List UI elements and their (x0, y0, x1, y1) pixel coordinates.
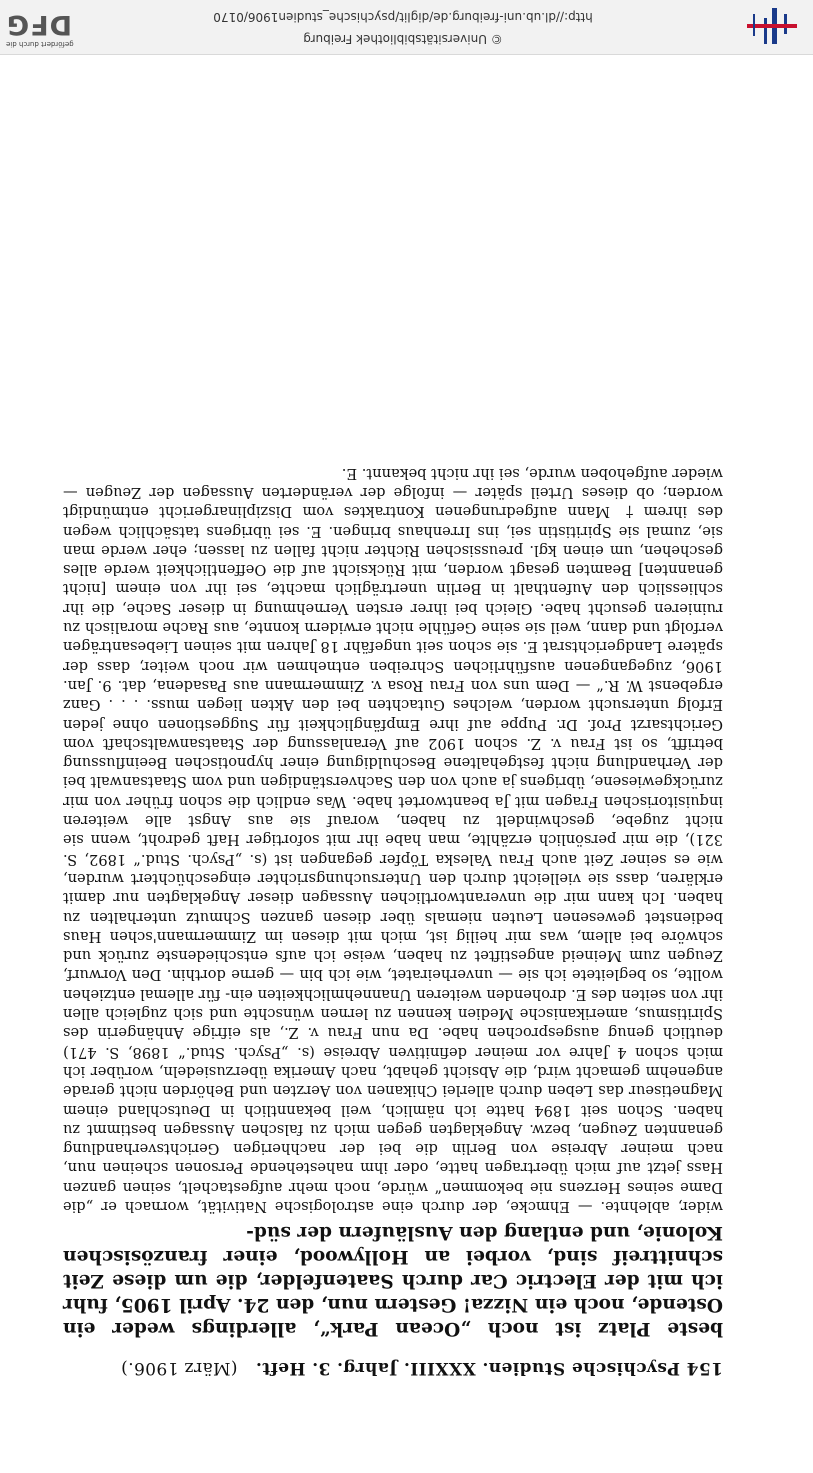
copyright-notice: © Universitätsbibliothek Freiburg (303, 32, 503, 46)
document-url-link[interactable]: http://dl.ub.uni-freiburg.de/diglit/psychische_studien1906/0170 (213, 10, 593, 24)
document-body (63, 463, 723, 1378)
dfg-wordmark: DFG (6, 9, 73, 40)
dfg-logo-icon (6, 6, 96, 48)
paragraph-large-type: beste Platz ist noch „Ocean Park“, allerdings weder ein Ostende, noch ein Nizza! Gestern nun, den 24. April 1905, fuhr ich mit der Electric Car durch Saatenfelder, die um diese Zeit schnittreif sind, vorbei an Hollywood, einer französischen Kolonie, und entlang den Ausläufern der süd- (63, 1222, 723, 1339)
viewer-header-bar (0, 0, 813, 55)
running-head (63, 1358, 723, 1378)
dfg-caption: gefördert durch die (6, 40, 74, 48)
running-head-date: (März 1906.) (120, 1358, 238, 1378)
paragraph-small-type: wider, ablehnte. — Ehmcke, der durch eine astrologische Nativität, wornach er „die Dame seines Herzens nie bekommen“ würde, noch mehr aufgestachelt, seinen ganzen Hass jetzt auf mich übertragen hatte, oder ihm nahestehende Personen scheinen nun, nach meiner Abreise von Berlin die bei der nachherigen Gerichtsverhandlung genannten Zeugen, bezw. Angeklagten gegen mich zu falschen Aussagen bestimmt zu haben. Schon seit 1894 hatte ich nämlich, weil bekanntlich in Deutschland einem Magnetiseur das Leben durch allerlei Chikanen von Aerzten und Behörden nicht gerade angenehm gemacht wird, die Absicht gehabt, nach Amerika überzusiedeln, worüber ich mich schon 4 Jahre vor meiner definitiven Abreise (s. „Psych. Stud.“ 1898, S. 471) deutlich genug ausgesprochen habe. Da nun Frau v. Z., als eifrige Anhängerin des Spiritismus, amerikanische Medien kennen zu lernen wünschte und sich zugleich allen ihr von seiten des E. drohenden weiteren Unannehmlichkeiten ein- für allemal entziehen wollte, so begleitete ich sie — unverheiratet, wie ich bin — gerne dorthin. Den Vorwurf, Zeugen zum Meineid angestiftet zu haben, weise ich aufs entschiedenste zurück und schwöre bei allem, was mir heilig ist, mich mit diesen im Zimmermann'schen Haus bedienstet gewesenen Leuten niemals über diesen ganzen Schmutz unterhalten zu haben. Ich kann mir die unverantwortlichen Aussagen dieser Angeklagten nur damit erklären, dass sie vielleicht durch den Untersuchungsrichter eingeschüchtert wurden, wie es seiner Zeit auch Frau Valeska Töpfer gegangen ist (s. „Psych. Stud.“ 1892, S. 321), die mir persönlich erzählte, man habe ihr mit sofortiger Haft gedroht, wenn sie nicht zugebe, geschwindelt zu haben, worauf sie aus Angst alle weiteren inquisitorischen Fragen mit Ja beantwortet habe. Was endlich die schon früher von mir zurückgewiesene, übrigens ja auch von den Sachverständigen und vom Staatsanwalt bei der Verhandlung nicht festgehaltene Beschuldigung einer hypnotischen Beeinflussung betrifft, so ist Frau v. Z. schon 1902 auf Veranlassung der Staatsanwaltschaft vom Gerichtsarzt Prof. Dr. Puppe auf ihre Empfänglichkeit für Suggestionen ohne jeden Erfolg untersucht worden, welches Gutachten bei den Akten liegen muss. . . . Ganz ergebenst W. R.“ — Dem uns von Frau Rosa v. Zimmermann aus Pasadena, dat. 9. Jan. 1906, zugegangenen ausführlichen Schreiben entnehmen wir noch weiter, dass der spätere Landgerichtsrat E. sie schon seit ungefähr 18 Jahren mit seinen Liebesanträgen verfolgt und dann, weil sie seine Gefühle nicht erwidern konnte, aus Rache moralisch zu ruinieren gesucht habe. Gleich bei ihrer ersten Vernehmung in dieser Sache, die ihr schliesslich den Aufenthalt in Berlin unerträglich machte, sei ihr von einem [nicht genannten] Beamten gesagt worden, mit Rücksicht auf die Oeffentlichkeit werde alles geschehen, um einen kgl. preussischen Richter nicht fallen zu lassen; eher werde man sie, zumal sie Spiritistin sei, ins Irrenhaus bringen. E. sei übrigens tatsächlich wegen des ihrem † Mann aufgedrungenen Kontraktes vom Disziplinargericht entmündigt worden; ob dieses Urteil später — infolge der veränderten Aussagen der Zeugen — wieder aufgehoben wurde, sei ihr nicht bekannt. E. (63, 464, 723, 1215)
university-logo-icon (743, 6, 801, 46)
running-head-text: 154 Psychische Studien. XXXIII. Jahrg. 3. Heft. (255, 1358, 723, 1378)
